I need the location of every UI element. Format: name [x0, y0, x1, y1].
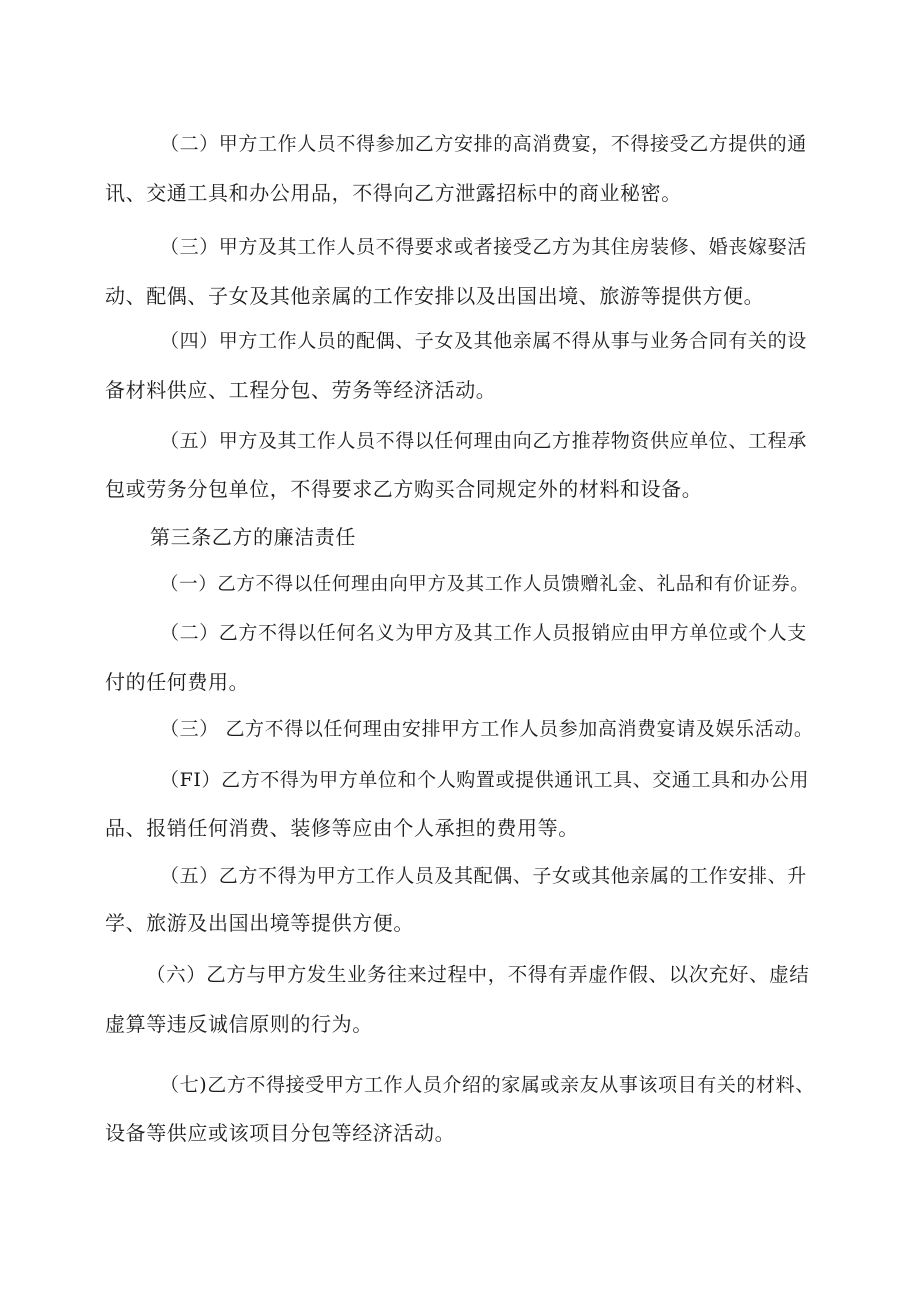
- paragraph-7-line-2: 付的任何费用。: [105, 670, 250, 694]
- paragraph-9-line-1: （FI）乙方不得为甲方单位和个人购置或提供通讯工具、交通工具和办公用: [160, 769, 810, 791]
- paragraph-2-line-1: （三）甲方及其工作人员不得要求或者接受乙方为其住房装修、婚丧嫁娶活: [160, 236, 807, 258]
- paragraph-2-line-2: 动、配偶、子女及其他亲属的工作安排以及出国出境、旅游等提供方便。: [105, 284, 765, 308]
- paragraph-1-line-1: （二）甲方工作人员不得参加乙方安排的高消费宴，不得接受乙方提供的通: [160, 133, 807, 155]
- paragraph-10-line-2: 学、旅游及出国出境等提供方便。: [105, 911, 414, 935]
- paragraph-4-line-1: （五）甲方及其工作人员不得以任何理由向乙方推荐物资供应单位、工程承: [160, 430, 807, 452]
- paragraph-12-line-2: 设备等供应或该项目分包等经济活动。: [105, 1121, 456, 1145]
- paragraph-1-line-2: 讯、交通工具和办公用品，不得向乙方泄露招标中的商业秘密。: [105, 181, 682, 205]
- paragraph-12-line-1: （七)乙方不得接受甲方工作人员介绍的家属或亲友从事该项目有关的材料、: [160, 1074, 815, 1096]
- section-heading: 第三条乙方的廉洁责任: [150, 525, 356, 549]
- paragraph-7-line-1: （二）乙方不得以任何名义为甲方及其工作人员报销应由甲方单位或个人支: [160, 622, 807, 644]
- paragraph-11-line-2: 虚算等违反诚信原则的行为。: [105, 1012, 373, 1036]
- paragraph-10-line-1: （五）乙方不得为甲方工作人员及其配偶、子女或其他亲属的工作安排、升: [160, 865, 807, 887]
- paragraph-3-line-2: 备材料供应、工程分包、劳务等经济活动。: [105, 378, 497, 402]
- paragraph-3-line-1: （四）甲方工作人员的配偶、子女及其他亲属不得从事与业务合同有关的设: [160, 330, 807, 352]
- paragraph-8-line-1: （三） 乙方不得以任何理由安排甲方工作人员参加高消费宴请及娱乐活动。: [160, 718, 814, 740]
- paragraph-4-line-2: 包或劳务分包单位，不得要求乙方购买合同规定外的材料和设备。: [105, 477, 703, 501]
- paragraph-6-line-1: （一）乙方不得以任何理由向甲方及其工作人员馈赠礼金、礼品和有价证券。: [160, 574, 810, 595]
- paragraph-9-line-2: 品、报销任何消费、装修等应由个人承担的费用等。: [105, 816, 579, 840]
- paragraph-11-line-1: （六）乙方与甲方发生业务往来过程中，不得有弄虚作假、以次充好、虚结: [146, 963, 810, 986]
